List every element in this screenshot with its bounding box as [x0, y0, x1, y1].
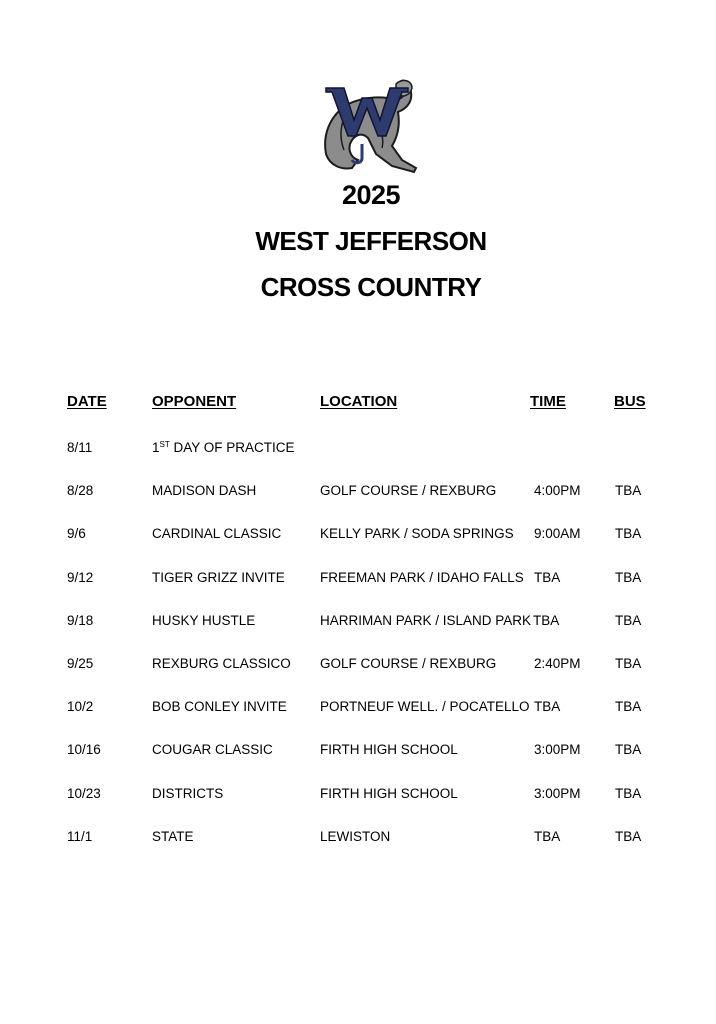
- cell-date: 8/11: [67, 440, 93, 455]
- table-row: [0, 440, 716, 460]
- cell-opponent: REXBURG CLASSICO: [152, 656, 291, 671]
- cell-location: PORTNEUF WELL. / POCATELLO: [320, 699, 530, 714]
- header-date: DATE: [67, 393, 107, 410]
- cell-bus: TBA: [615, 786, 642, 801]
- cell-date: 8/28: [67, 483, 94, 498]
- header-location: LOCATION: [320, 393, 398, 410]
- table-row: [0, 483, 716, 503]
- cell-time: 9:00AM: [534, 526, 581, 541]
- cell-bus: TBA: [615, 483, 642, 498]
- cell-opponent: BOB CONLEY INVITE: [152, 699, 287, 714]
- cell-location: GOLF COURSE / REXBURG: [320, 483, 497, 498]
- cell-date: 10/16: [67, 742, 101, 757]
- cell-opponent: MADISON DASH: [152, 483, 257, 498]
- cell-opponent: DISTRICTS: [152, 786, 224, 801]
- table-row: [0, 829, 716, 849]
- table-row: [0, 699, 716, 719]
- cell-date: 9/6: [67, 526, 86, 541]
- cell-location: KELLY PARK / SODA SPRINGS: [320, 526, 514, 541]
- cell-bus: TBA: [615, 742, 642, 757]
- cell-bus: TBA: [615, 613, 642, 628]
- ordinal-suffix: ST: [159, 440, 170, 449]
- cell-bus: TBA: [615, 526, 642, 541]
- cell-opponent: STATE: [152, 829, 194, 844]
- title-year: 2025: [341, 180, 401, 210]
- cell-time: 3:00PM: [534, 742, 581, 757]
- cell-date: 9/12: [67, 570, 94, 585]
- cell-date: 11/1: [67, 829, 93, 844]
- title-school: WEST JEFFERSON: [255, 226, 487, 256]
- cell-time: TBA: [533, 613, 560, 628]
- table-row: [0, 570, 716, 590]
- cell-location: HARRIMAN PARK / ISLAND PARK: [320, 613, 532, 628]
- header-bus: BUS: [614, 393, 646, 410]
- cell-location: LEWISTON: [320, 829, 391, 844]
- cell-date: 10/23: [67, 786, 101, 801]
- cell-bus: TBA: [615, 699, 642, 714]
- cell-date: 10/2: [67, 699, 94, 714]
- table-row: [0, 656, 716, 676]
- cell-opponent: HUSKY HUSTLE: [152, 613, 256, 628]
- cougar-mascot-icon: [318, 74, 422, 174]
- cell-time: TBA: [534, 829, 561, 844]
- school-logo: [318, 74, 422, 174]
- cell-opponent: TIGER GRIZZ INVITE: [152, 570, 285, 585]
- table-row: [0, 742, 716, 762]
- cell-date: 9/25: [67, 656, 94, 671]
- cell-opponent: CARDINAL CLASSIC: [152, 526, 282, 541]
- header-opponent: OPPONENT: [152, 393, 237, 410]
- title-sport: CROSS COUNTRY: [260, 272, 482, 302]
- cell-date: 9/18: [67, 613, 94, 628]
- cell-location: GOLF COURSE / REXBURG: [320, 656, 497, 671]
- table-row: [0, 526, 716, 546]
- cell-time: 2:40PM: [534, 656, 581, 671]
- cell-bus: TBA: [615, 829, 642, 844]
- cell-location: FIRTH HIGH SCHOOL: [320, 786, 458, 801]
- cell-time: 4:00PM: [534, 483, 581, 498]
- table-row: [0, 786, 716, 806]
- cell-location: FIRTH HIGH SCHOOL: [320, 742, 458, 757]
- cell-location: FREEMAN PARK / IDAHO FALLS: [320, 570, 524, 585]
- cell-time: TBA: [534, 570, 561, 585]
- cell-opponent: COUGAR CLASSIC: [152, 742, 273, 757]
- cell-time: 3:00PM: [534, 786, 581, 801]
- ordinal-number: 1: [152, 440, 160, 455]
- opponent-text: DAY OF PRACTICE: [169, 440, 295, 455]
- cell-opponent: [152, 440, 295, 455]
- cell-bus: TBA: [615, 656, 642, 671]
- cell-time: TBA: [534, 699, 561, 714]
- cell-bus: TBA: [615, 570, 642, 585]
- header-time: TIME: [530, 393, 566, 410]
- table-row: [0, 613, 716, 633]
